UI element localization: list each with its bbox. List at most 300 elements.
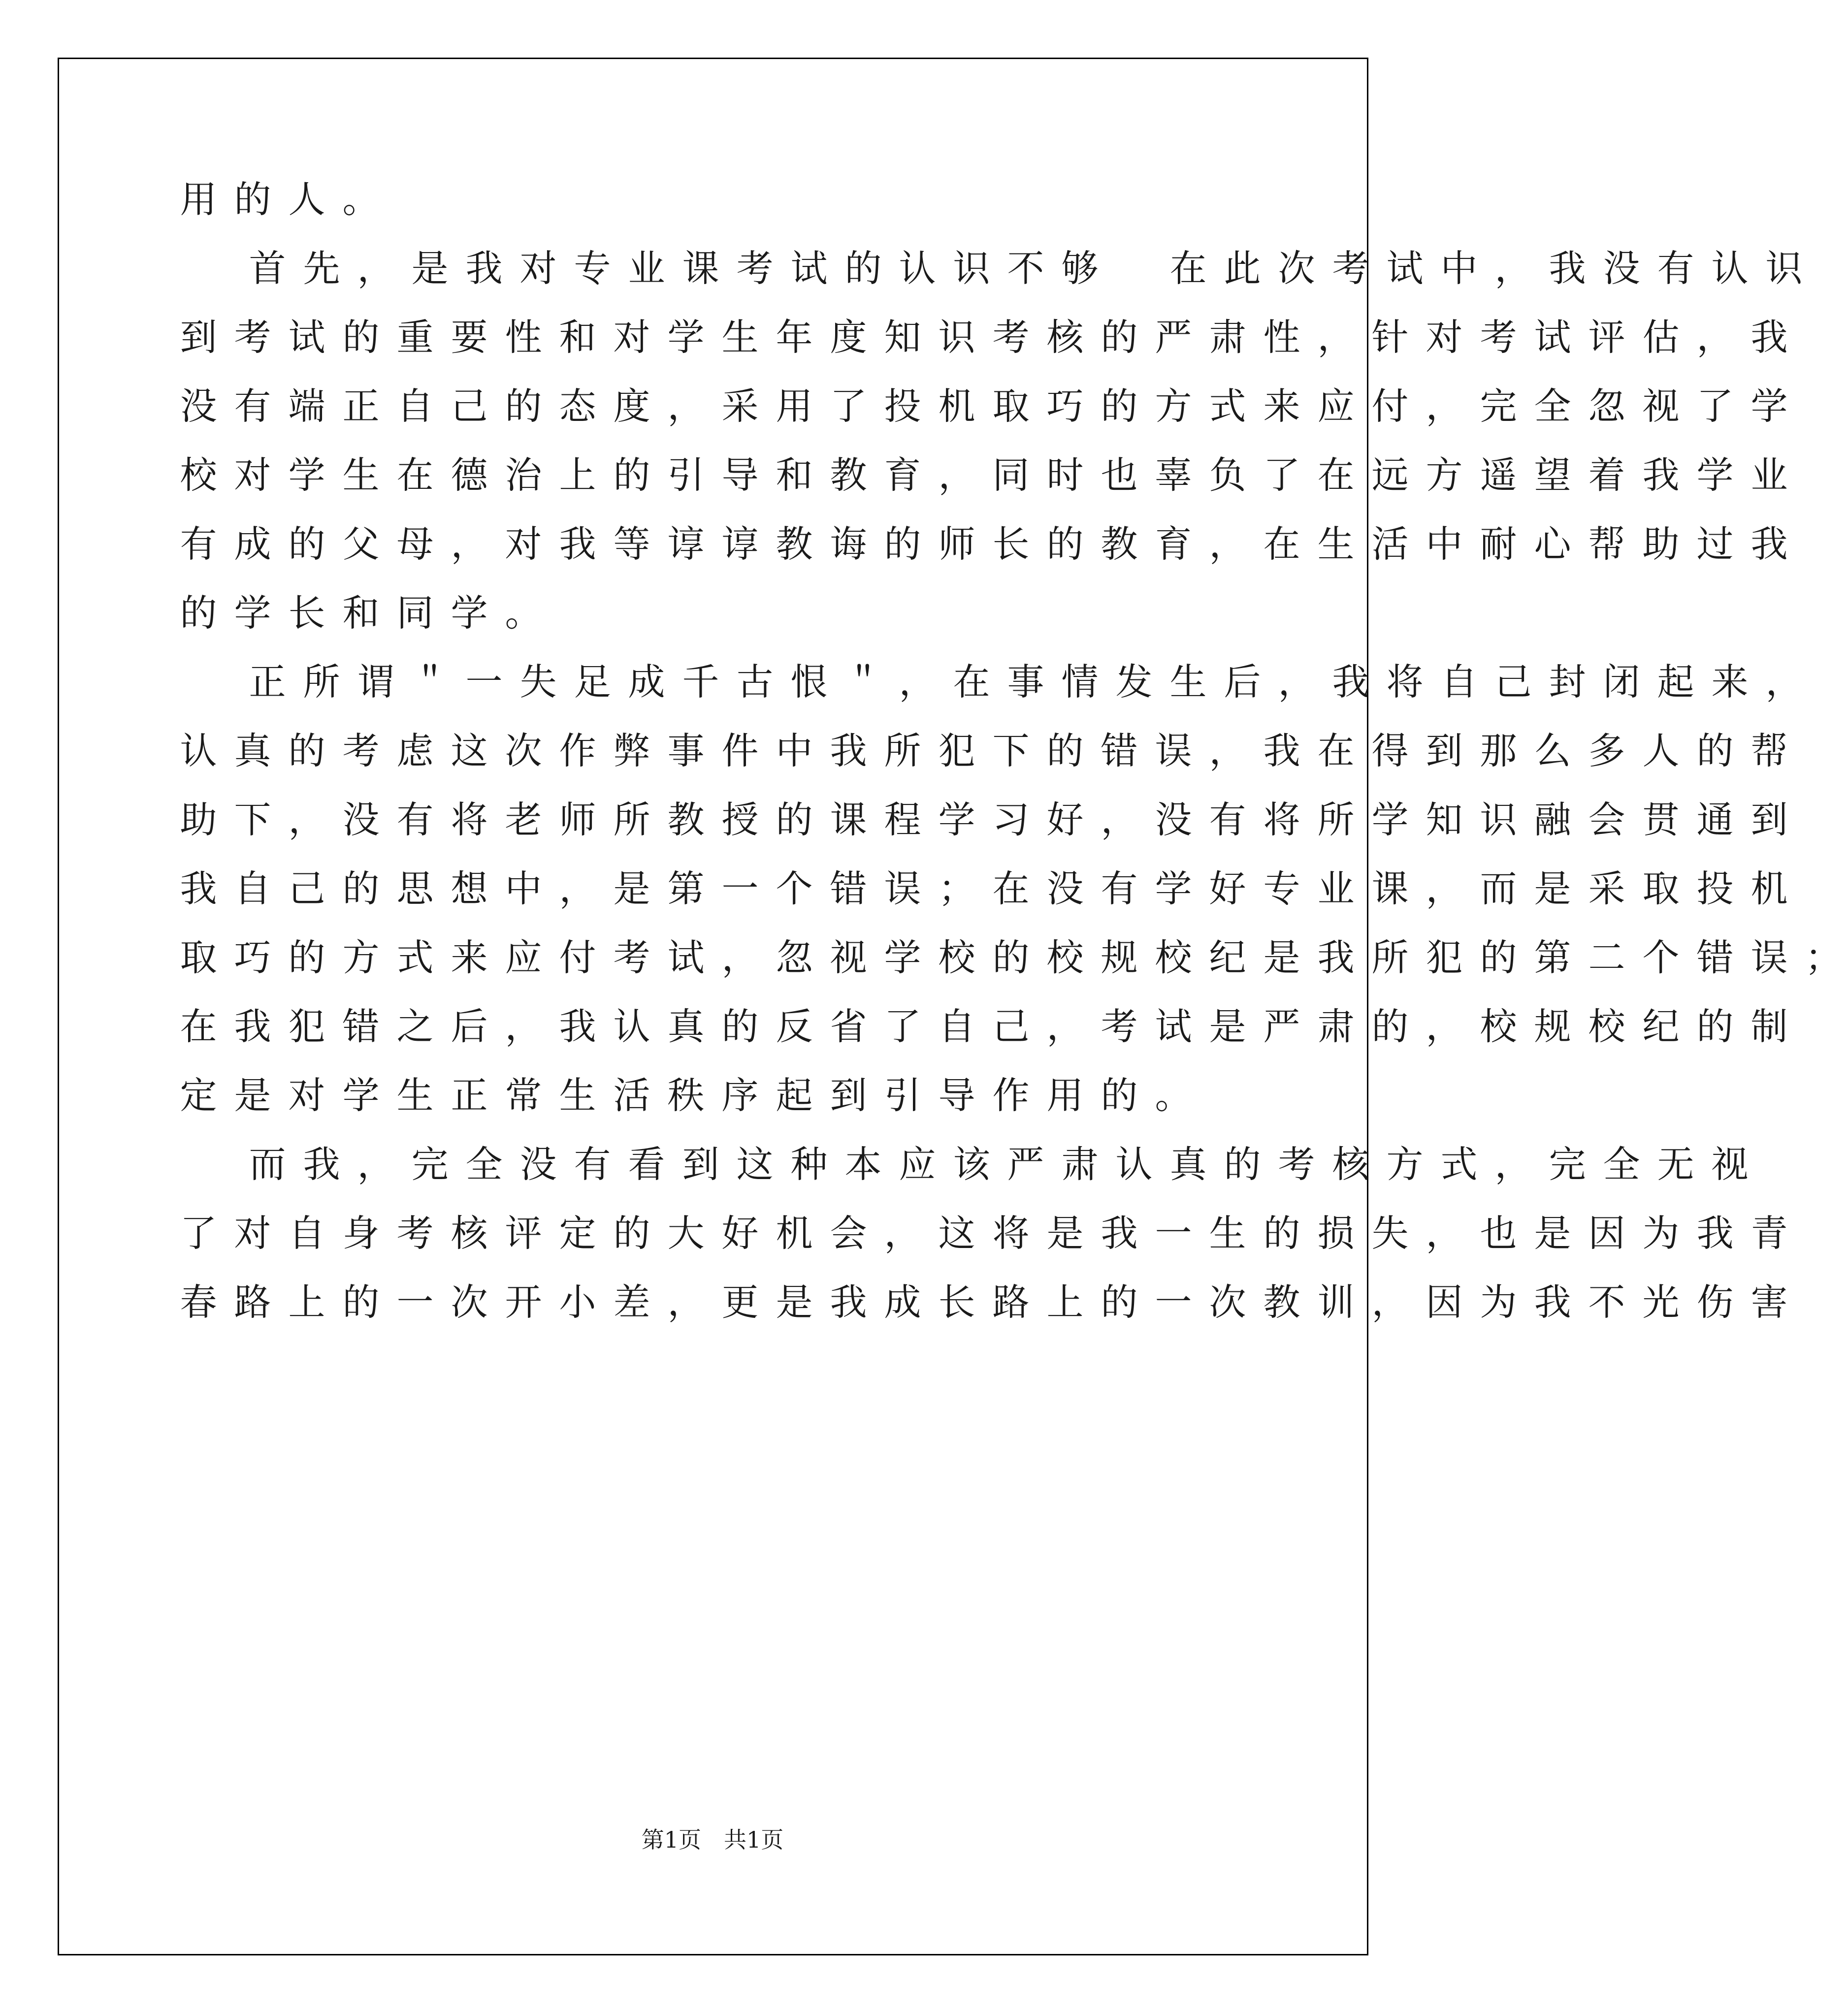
character: ， xyxy=(938,453,975,497)
character: 规 xyxy=(1534,1005,1571,1048)
character: 将 xyxy=(1263,798,1300,841)
character: 忽 xyxy=(1588,384,1625,428)
character: 校 xyxy=(1155,936,1192,979)
character: ， xyxy=(1426,384,1463,428)
character: 多 xyxy=(1588,729,1625,772)
character: 了 xyxy=(1696,384,1734,428)
character: 我 xyxy=(1642,453,1680,497)
character: 在 xyxy=(1263,522,1300,566)
character: 贯 xyxy=(1642,798,1680,841)
character: 的 xyxy=(1263,1212,1300,1255)
character: 没 xyxy=(519,1143,557,1186)
character: 育 xyxy=(1155,522,1192,566)
character: 伤 xyxy=(1696,1280,1734,1324)
character: ， xyxy=(667,384,705,428)
character: 识 xyxy=(1765,247,1803,290)
character: 方 xyxy=(1386,1143,1424,1186)
character: 视 xyxy=(1642,384,1680,428)
character: 学 xyxy=(1371,798,1409,841)
character: 助 xyxy=(180,798,217,841)
character: 为 xyxy=(1642,1212,1680,1255)
character: 我 xyxy=(303,1143,340,1186)
character: 省 xyxy=(830,1005,867,1048)
character: 遥 xyxy=(1480,453,1517,497)
character: 生 xyxy=(396,1074,434,1117)
character: 到 xyxy=(1426,729,1463,772)
character: 将 xyxy=(1386,660,1424,704)
character: 的 xyxy=(1371,1005,1409,1048)
character: 这 xyxy=(938,1212,975,1255)
character: 想 xyxy=(451,867,488,910)
character: 得 xyxy=(1371,729,1409,772)
character: 考 xyxy=(613,936,650,979)
character: 一 xyxy=(1155,1280,1192,1324)
character: 我 xyxy=(1751,522,1788,566)
character: 到 xyxy=(1751,798,1788,841)
character: 是 xyxy=(1534,1212,1571,1255)
character: 足 xyxy=(574,660,611,704)
character: 视 xyxy=(1711,1143,1749,1186)
character: 中 xyxy=(776,729,813,772)
character: 误 xyxy=(884,867,921,910)
character: 成 xyxy=(884,1280,921,1324)
character: 取 xyxy=(180,936,217,979)
character: 后 xyxy=(451,1005,488,1048)
character: 应 xyxy=(505,936,542,979)
character: 是 xyxy=(1263,936,1300,979)
character: 正 xyxy=(249,660,286,704)
character: 认 xyxy=(180,729,217,772)
character: 所 xyxy=(613,798,650,841)
character: 导 xyxy=(721,453,759,497)
character: 师 xyxy=(559,798,596,841)
character: 采 xyxy=(721,384,759,428)
character: 害 xyxy=(1751,1280,1788,1324)
character: 次 xyxy=(451,1280,488,1324)
character: 的 xyxy=(1101,316,1138,359)
character: 古 xyxy=(736,660,774,704)
character: 本 xyxy=(844,1143,882,1186)
character: 的 xyxy=(776,798,813,841)
character: 我 xyxy=(465,247,503,290)
character: 远 xyxy=(1371,453,1409,497)
character: 学 xyxy=(1751,384,1788,428)
character: 导 xyxy=(938,1074,975,1117)
character: 度 xyxy=(830,316,867,359)
character: 度 xyxy=(613,384,650,428)
character: 没 xyxy=(342,798,380,841)
character: 我 xyxy=(1332,660,1369,704)
character: 活 xyxy=(1371,522,1409,566)
character: 而 xyxy=(249,1143,286,1186)
character: 起 xyxy=(776,1074,813,1117)
character: 真 xyxy=(234,729,271,772)
character: 学 xyxy=(667,316,705,359)
character: 等 xyxy=(613,522,650,566)
character: 投 xyxy=(1696,867,1734,910)
character: 父 xyxy=(342,522,380,566)
character: 我 xyxy=(1263,729,1300,772)
character: 学 xyxy=(1696,453,1734,497)
character: 一 xyxy=(465,660,503,704)
character: 是 xyxy=(1209,1005,1246,1048)
character: 全 xyxy=(1534,384,1571,428)
character: 恨 xyxy=(790,660,828,704)
character: 这 xyxy=(736,1143,774,1186)
character: 课 xyxy=(830,798,867,841)
character: 试 xyxy=(790,247,828,290)
character: 完 xyxy=(411,1143,449,1186)
character: 将 xyxy=(451,798,488,841)
character: 业 xyxy=(1317,867,1355,910)
character: 为 xyxy=(1480,1280,1517,1324)
character: 路 xyxy=(992,1280,1030,1324)
character: 规 xyxy=(1101,936,1138,979)
character: 引 xyxy=(884,1074,921,1117)
character: 事 xyxy=(1007,660,1044,704)
character: 校 xyxy=(180,453,217,497)
character: 巧 xyxy=(234,936,271,979)
character: 学 xyxy=(884,936,921,979)
character: ， xyxy=(1696,316,1734,359)
character: 严 xyxy=(1007,1143,1044,1186)
character: 正 xyxy=(451,1074,488,1117)
character: 第 xyxy=(1534,936,1571,979)
character: 不 xyxy=(1007,247,1044,290)
character: 校 xyxy=(1480,1005,1517,1048)
character: 看 xyxy=(628,1143,665,1186)
character: 的 xyxy=(342,867,380,910)
character: 严 xyxy=(1263,1005,1300,1048)
character: 成 xyxy=(628,660,665,704)
character: 试 xyxy=(1534,316,1571,359)
character: 谓 xyxy=(357,660,394,704)
character: 到 xyxy=(830,1074,867,1117)
character: 我 xyxy=(180,867,217,910)
character: 耐 xyxy=(1480,522,1517,566)
character: 。 xyxy=(1155,1074,1192,1117)
character: ； xyxy=(938,867,975,910)
character: 学 xyxy=(1155,867,1192,910)
character: 核 xyxy=(1046,316,1084,359)
character: 二 xyxy=(1588,936,1625,979)
character: 次 xyxy=(505,729,542,772)
character: 完 xyxy=(1549,1143,1586,1186)
character: 认 xyxy=(613,1005,650,1048)
character: 自 xyxy=(396,384,434,428)
character: 融 xyxy=(1534,798,1571,841)
character: 完 xyxy=(1480,384,1517,428)
character: ， xyxy=(357,247,394,290)
character: 己 xyxy=(451,384,488,428)
character: 的 xyxy=(288,729,325,772)
character: 我 xyxy=(1549,247,1586,290)
character: 在 xyxy=(992,867,1030,910)
character: 方 xyxy=(342,936,380,979)
character: ， xyxy=(1046,1005,1084,1048)
character: 长 xyxy=(992,522,1030,566)
character: ； xyxy=(1805,936,1842,979)
character: 方 xyxy=(1426,453,1463,497)
character: 教 xyxy=(667,798,705,841)
character: 发 xyxy=(1115,660,1153,704)
character: 上 xyxy=(559,453,596,497)
character: ＂ xyxy=(844,660,882,704)
character: 没 xyxy=(1155,798,1192,841)
character: 秩 xyxy=(667,1074,705,1117)
character: 了 xyxy=(1263,453,1300,497)
character: 己 xyxy=(288,867,325,910)
character: 春 xyxy=(180,1280,217,1324)
character: 的 xyxy=(721,1005,759,1048)
character: 的 xyxy=(505,384,542,428)
character: 了 xyxy=(180,1212,217,1255)
character: 反 xyxy=(776,1005,813,1048)
character: 犯 xyxy=(1426,936,1463,979)
character: 视 xyxy=(830,936,867,979)
character: 封 xyxy=(1549,660,1586,704)
character: 误 xyxy=(1751,936,1788,979)
character: 重 xyxy=(396,316,434,359)
character: ， xyxy=(357,1143,394,1186)
character: 校 xyxy=(1588,1005,1625,1048)
character: 治 xyxy=(505,453,542,497)
character: ， xyxy=(1209,522,1246,566)
character: 的 xyxy=(844,247,882,290)
character: 考 xyxy=(342,729,380,772)
character: 是 xyxy=(613,867,650,910)
character: 犯 xyxy=(288,1005,325,1048)
character: ， xyxy=(1278,660,1315,704)
character: 是 xyxy=(1046,1212,1084,1255)
character: 我 xyxy=(559,1005,596,1048)
character: 千 xyxy=(682,660,719,704)
character: 负 xyxy=(1209,453,1246,497)
character: 用 xyxy=(776,384,813,428)
character: 巧 xyxy=(1046,384,1084,428)
character: 我 xyxy=(234,1005,271,1048)
character: 的 xyxy=(1224,1143,1261,1186)
character: 考 xyxy=(1332,247,1369,290)
character: ， xyxy=(1494,247,1532,290)
character: 正 xyxy=(342,384,380,428)
character: 常 xyxy=(505,1074,542,1117)
character: 将 xyxy=(992,1212,1030,1255)
character: 机 xyxy=(1751,867,1788,910)
character: 起 xyxy=(1657,660,1694,704)
character: 取 xyxy=(992,384,1030,428)
character: 定 xyxy=(559,1212,596,1255)
character: ， xyxy=(721,936,759,979)
character: 生 xyxy=(559,1074,596,1117)
character: ， xyxy=(451,522,488,566)
character: 年 xyxy=(776,316,813,359)
character: ， xyxy=(1317,316,1355,359)
character: 我 xyxy=(1101,1212,1138,1255)
character: 试 xyxy=(288,316,325,359)
character: 引 xyxy=(667,453,705,497)
character: 那 xyxy=(1480,729,1517,772)
character: 严 xyxy=(1155,316,1192,359)
character: 个 xyxy=(776,867,813,910)
character: 考 xyxy=(396,1212,434,1255)
character: 母 xyxy=(396,522,434,566)
character: 端 xyxy=(288,384,325,428)
character: 中 xyxy=(1440,247,1478,290)
character: 所 xyxy=(1371,936,1409,979)
character: 学 xyxy=(234,591,271,635)
character: 认 xyxy=(899,247,936,290)
character: ， xyxy=(899,660,936,704)
character: 辜 xyxy=(1155,453,1192,497)
character: 考 xyxy=(1278,1143,1315,1186)
character: 一 xyxy=(396,1280,434,1324)
character: 帮 xyxy=(1751,729,1788,772)
character: 的 xyxy=(342,1280,380,1324)
character: 下 xyxy=(234,798,271,841)
character: 闭 xyxy=(1603,660,1640,704)
character: 作 xyxy=(992,1074,1030,1117)
character: 么 xyxy=(1534,729,1571,772)
character: 的 xyxy=(288,936,325,979)
character: 人 xyxy=(288,178,325,221)
character: 全 xyxy=(465,1143,503,1186)
character: 中 xyxy=(505,867,542,910)
character: 一 xyxy=(721,867,759,910)
character: 因 xyxy=(1588,1212,1625,1255)
character: 定 xyxy=(180,1074,217,1117)
character: 己 xyxy=(992,1005,1030,1048)
character: 我 xyxy=(830,729,867,772)
character: 德 xyxy=(451,453,488,497)
character: 事 xyxy=(667,729,705,772)
character: 和 xyxy=(342,591,380,635)
character: 身 xyxy=(342,1212,380,1255)
character: ， xyxy=(667,1280,705,1324)
character: 我 xyxy=(830,1280,867,1324)
character: 有 xyxy=(180,522,217,566)
character: 识 xyxy=(953,247,990,290)
character: 件 xyxy=(721,729,759,772)
character: 错 xyxy=(342,1005,380,1048)
character: ， xyxy=(1494,1143,1532,1186)
character: 的 xyxy=(613,453,650,497)
character: 在 xyxy=(1317,453,1355,497)
character: 。 xyxy=(505,591,542,635)
character: 方 xyxy=(1155,384,1192,428)
character: 式 xyxy=(1209,384,1246,428)
character: 弊 xyxy=(613,729,650,772)
character: 所 xyxy=(303,660,340,704)
character: 这 xyxy=(451,729,488,772)
character: 知 xyxy=(884,316,921,359)
character: 在 xyxy=(953,660,990,704)
character: 来 xyxy=(1263,384,1300,428)
character: 知 xyxy=(1426,798,1463,841)
character: 训 xyxy=(1317,1280,1355,1324)
character: 长 xyxy=(938,1280,975,1324)
character: 考 xyxy=(234,316,271,359)
character: 诲 xyxy=(830,522,867,566)
character: 真 xyxy=(1169,1143,1207,1186)
character: 失 xyxy=(519,660,557,704)
character: 活 xyxy=(613,1074,650,1117)
character: 情 xyxy=(1061,660,1099,704)
character: 课 xyxy=(1371,867,1409,910)
character: ， xyxy=(1426,1005,1463,1048)
character: 光 xyxy=(1642,1280,1680,1324)
character: 在 xyxy=(396,453,434,497)
character: 对 xyxy=(234,453,271,497)
character: 老 xyxy=(505,798,542,841)
character: 没 xyxy=(1603,247,1640,290)
character: 无 xyxy=(1657,1143,1694,1186)
character: 学 xyxy=(342,1074,380,1117)
character: 课 xyxy=(682,247,719,290)
character: 误 xyxy=(1155,729,1192,772)
character: 应 xyxy=(899,1143,936,1186)
character: 核 xyxy=(451,1212,488,1255)
character: 生 xyxy=(342,453,380,497)
character: 我 xyxy=(1751,316,1788,359)
character: 过 xyxy=(1696,522,1734,566)
character: 的 xyxy=(1480,936,1517,979)
character: 的 xyxy=(1046,522,1084,566)
character: 自 xyxy=(938,1005,975,1048)
character: 小 xyxy=(559,1280,596,1324)
character: 也 xyxy=(1101,453,1138,497)
character: 的 xyxy=(884,522,921,566)
character: 上 xyxy=(1046,1280,1084,1324)
character: 机 xyxy=(776,1212,813,1255)
character: 用 xyxy=(1046,1074,1084,1117)
character: 对 xyxy=(234,1212,271,1255)
character: 好 xyxy=(721,1212,759,1255)
character: 业 xyxy=(628,247,665,290)
character: 真 xyxy=(667,1005,705,1048)
character: 没 xyxy=(180,384,217,428)
character: 因 xyxy=(1426,1280,1463,1324)
character: 青 xyxy=(1751,1212,1788,1255)
character: ， xyxy=(1209,729,1246,772)
character: 试 xyxy=(667,936,705,979)
character: 一 xyxy=(1155,1212,1192,1255)
character: 错 xyxy=(1101,729,1138,772)
character: 对 xyxy=(288,1074,325,1117)
character: 来 xyxy=(451,936,488,979)
character: 自 xyxy=(1440,660,1478,704)
character: 我 xyxy=(1317,936,1355,979)
character: 的 xyxy=(1696,1005,1734,1048)
character: 该 xyxy=(953,1143,990,1186)
character: 的 xyxy=(342,316,380,359)
character: 首 xyxy=(249,247,286,290)
character: 的 xyxy=(1101,1280,1138,1324)
character: 的 xyxy=(1046,729,1084,772)
character: 所 xyxy=(1317,798,1355,841)
character: 也 xyxy=(1480,1212,1517,1255)
character: 生 xyxy=(1169,660,1207,704)
character: 差 xyxy=(613,1280,650,1324)
character: 要 xyxy=(451,316,488,359)
character: 成 xyxy=(234,522,271,566)
character: 会 xyxy=(1588,798,1625,841)
character: 肃 xyxy=(1317,1005,1355,1048)
character: 有 xyxy=(574,1143,611,1186)
character: 取 xyxy=(1642,867,1680,910)
character: 帮 xyxy=(1588,522,1625,566)
character: 有 xyxy=(1101,867,1138,910)
